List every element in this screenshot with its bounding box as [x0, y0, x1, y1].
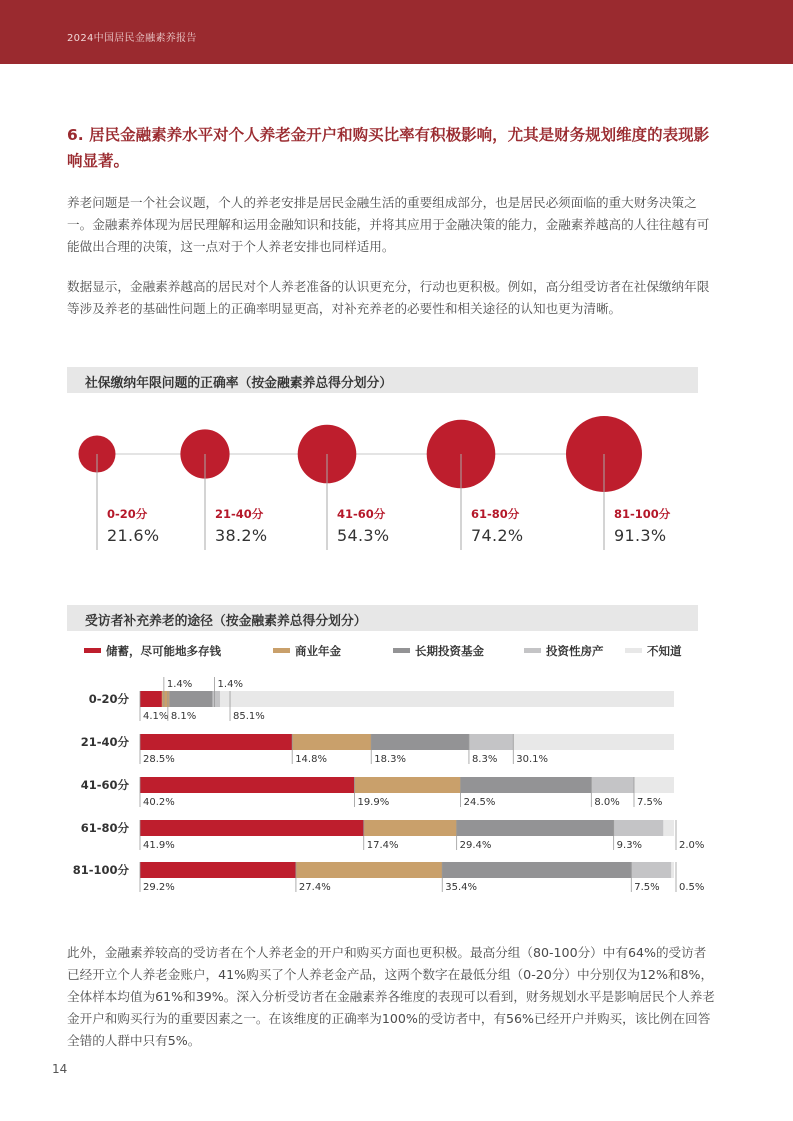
chart-2-title: 受访者补充养老的途径（按金融素养总得分划分） — [85, 614, 367, 629]
bar-value-label: 24.5% — [463, 797, 496, 808]
chart-1-title: 社保缴纳年限问题的正确率（按金融素养总得分划分） — [85, 376, 393, 391]
bubble-category-label: 41-60分 — [337, 507, 386, 521]
stacked-bar-chart — [0, 660, 793, 905]
bar-category-label: 81-100分 — [72, 863, 129, 877]
bubble-chart — [67, 405, 707, 565]
bar-value-label: 17.4% — [366, 840, 399, 851]
legend-label: 不知道 — [647, 644, 682, 658]
legend-label: 投资性房产 — [546, 644, 604, 658]
chart-2-title-bar — [67, 605, 698, 631]
bar-segment — [364, 820, 457, 836]
bar-value-label: 29.2% — [143, 882, 175, 893]
section-heading: 6. 居民金融素养水平对个人养老金开户和购买比率有积极影响，尤其是财务规划维度的表现影响显著。 — [67, 126, 710, 170]
bubble-category-label: 81-100分 — [614, 507, 671, 521]
legend-swatch — [625, 648, 642, 653]
bar-value-label: 2.0% — [679, 840, 705, 851]
bar-category-label: 0-20分 — [88, 692, 129, 706]
bar-segment — [140, 862, 296, 878]
bar-value-label: 7.5% — [636, 797, 663, 808]
bar-segment — [591, 777, 634, 793]
bar-segment — [631, 862, 671, 878]
bar-segment — [461, 777, 592, 793]
legend-swatch — [524, 648, 541, 653]
bar-segment — [296, 862, 442, 878]
page-number: 14 — [52, 1062, 68, 1076]
bar-segment — [513, 734, 674, 750]
bar-segment — [220, 691, 674, 707]
bar-category-label: 21-40分 — [80, 735, 129, 749]
bar-segment — [140, 777, 355, 793]
bar-value-label: 41.9% — [143, 840, 175, 851]
legend-label: 长期投资基金 — [415, 644, 484, 658]
bubble-value-label: 21.6% — [107, 526, 160, 545]
bar-segment — [140, 734, 292, 750]
report-title: 2024中国居民金融素养报告 — [67, 33, 197, 44]
bar-segment — [442, 862, 631, 878]
paragraph-2: 数据显示，金融素养越高的居民对个人养老准备的认识更充分，行动也更积极。例如，高分组受访者在社保缴纳年限等涉及养老的基础性问题上的正确率明显更高，对补充养老的必要性和相关途径的认知也更为清晰。 — [67, 279, 710, 316]
bar-segment — [663, 820, 674, 836]
bar-segment — [140, 820, 364, 836]
bar-segment — [457, 820, 614, 836]
bubble-value-label: 38.2% — [215, 526, 268, 545]
legend-swatch — [84, 648, 101, 653]
bubble-category-label: 0-20分 — [107, 507, 148, 521]
legend-label: 储蓄，尽可能地多存钱 — [106, 644, 221, 658]
bubble-value-label: 54.3% — [337, 526, 390, 545]
bar-value-label: 28.5% — [143, 754, 175, 765]
bar-segment — [614, 820, 664, 836]
bubble-value-label: 91.3% — [614, 526, 667, 545]
bar-value-label: 7.5% — [634, 882, 660, 893]
bar-value-label: 1.4% — [217, 679, 243, 690]
bar-segment — [469, 734, 513, 750]
bar-category-label: 61-80分 — [80, 821, 129, 835]
legend-swatch — [393, 648, 410, 653]
bar-category-label: 41-60分 — [80, 778, 129, 792]
bar-value-label: 8.1% — [170, 711, 197, 722]
bar-value-label: 35.4% — [445, 882, 478, 893]
bar-value-label: 18.3% — [374, 754, 407, 765]
bubble-value-label: 74.2% — [471, 526, 524, 545]
paragraph-3: 此外，金融素养较高的受访者在个人养老金的开户和购买方面也更积极。最高分组（80-100分）中有64%的受访者已经开立个人养老金账户，41%购买了个人养老金产品，这两个数字在最低分组（0-20分）中分别仅为12%和8%，全体样本均值为61%和39%。深入分析受访者在金融素养各维度的表现可以看到，财务规划水平是影响居民个人养老金开户和购买行为的重要因素之一。在该维度的正确率为100%的受访者中，有56%已经开户并购买，该比例在回答全错的人群中只有5%。 — [67, 945, 715, 1048]
bar-segment — [355, 777, 461, 793]
bar-value-label: 40.2% — [143, 797, 175, 808]
legend-label: 商业年金 — [295, 644, 341, 658]
page-header — [0, 0, 793, 64]
bar-value-label: 85.1% — [233, 711, 265, 722]
bar-value-label: 30.1% — [516, 754, 549, 765]
bar-value-label: 4.1% — [143, 711, 169, 722]
bar-segment — [169, 691, 212, 707]
chart-2-legend — [84, 643, 704, 659]
bar-value-label: 1.4% — [166, 679, 193, 690]
bar-value-label: 8.3% — [471, 754, 498, 765]
bar-segment — [371, 734, 469, 750]
bar-value-label: 29.4% — [459, 840, 492, 851]
bubble-category-label: 21-40分 — [215, 507, 264, 521]
bar-value-label: 27.4% — [298, 882, 331, 893]
bar-segment — [292, 734, 371, 750]
bar-segment — [213, 691, 221, 707]
legend-swatch — [273, 648, 290, 653]
bar-value-label: 14.8% — [295, 754, 327, 765]
paragraph-1: 养老问题是一个社会议题，个人的养老安排是居民金融生活的重要组成部分，也是居民必须面临的重大财务决策之一。金融素养体现为居民理解和运用金融知识和技能，并将其应用于金融决策的能力，金融素养越高的人往往越有可能做出合理的决策，这一点对于个人养老安排也同样适用。 — [67, 195, 710, 254]
bar-value-label: 8.0% — [594, 797, 620, 808]
bar-segment — [162, 691, 170, 707]
bar-segment — [671, 862, 674, 878]
bar-segment — [634, 777, 674, 793]
bar-value-label: 0.5% — [679, 882, 705, 893]
bar-value-label: 9.3% — [616, 840, 643, 851]
bar-value-label: 19.9% — [357, 797, 390, 808]
bar-segment — [140, 691, 162, 707]
bubble-category-label: 61-80分 — [471, 507, 520, 521]
chart-1-title-bar — [67, 367, 698, 393]
